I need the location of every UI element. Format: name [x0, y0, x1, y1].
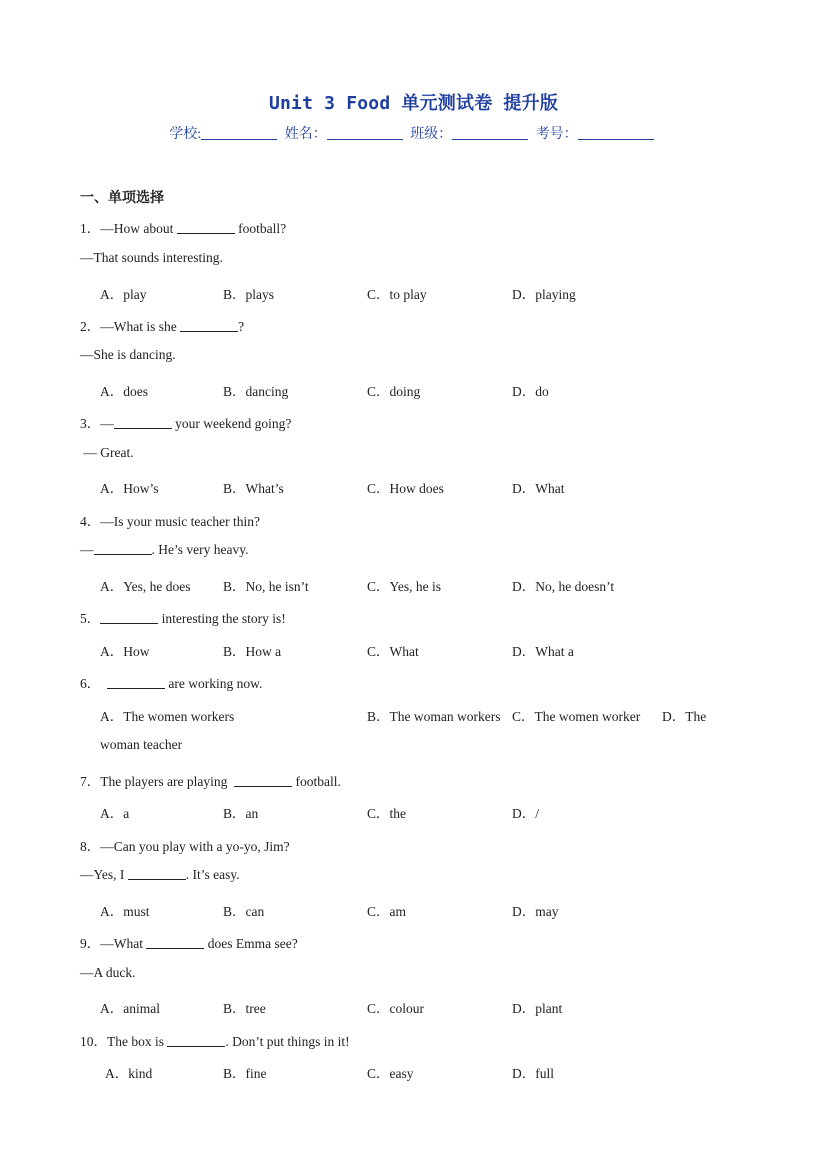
option-a[interactable]: A．play [100, 287, 147, 302]
question-2-stem [80, 315, 244, 335]
question-9-reply: —A duck. [80, 965, 136, 980]
answer-blank [146, 936, 204, 949]
option-b[interactable]: B．The woman workers [367, 709, 501, 724]
class-blank[interactable] [452, 125, 528, 140]
student-info-row [0, 123, 827, 143]
section-title: 一、单项选择 [80, 190, 164, 206]
question-1-stem [80, 217, 286, 237]
option-c[interactable]: C．Yes, he is [367, 579, 442, 594]
number-blank[interactable] [578, 125, 654, 140]
stem-text: does Emma see? [204, 936, 298, 951]
answer-blank [128, 867, 186, 880]
option-b[interactable]: B．an [223, 806, 259, 821]
question-1-reply: —That sounds interesting. [80, 250, 223, 265]
option-d[interactable]: D．full [512, 1066, 554, 1081]
school-blank[interactable] [201, 125, 277, 140]
stem-text: are working now. [165, 676, 263, 691]
name-blank[interactable] [327, 125, 403, 140]
stem-text: 6． [80, 676, 107, 691]
option-b[interactable]: B．What’s [223, 481, 284, 496]
stem-text: . Don’t put things in it! [225, 1034, 350, 1049]
option-a[interactable]: A．The women workers [100, 709, 235, 724]
question-2-reply: —She is dancing. [80, 347, 176, 362]
reply-text: —Yes, I [80, 867, 128, 882]
option-a[interactable]: A．must [100, 904, 150, 919]
answer-blank [177, 221, 235, 234]
option-b[interactable]: B．fine [223, 1066, 267, 1081]
option-c[interactable]: C．How does [367, 481, 444, 496]
option-a[interactable]: A．animal [100, 1001, 160, 1016]
option-d[interactable]: D．may [512, 904, 559, 919]
option-c[interactable]: C．am [367, 904, 406, 919]
option-d[interactable]: D．playing [512, 287, 576, 302]
stem-text: ? [238, 319, 245, 334]
answer-blank [114, 416, 172, 429]
question-4-stem: 4．—Is your music teacher thin? [80, 514, 260, 529]
reply-text: . It’s easy. [185, 867, 240, 882]
answer-blank [180, 319, 238, 332]
option-d[interactable]: D．/ [512, 806, 539, 821]
option-a[interactable]: A．kind [105, 1066, 153, 1081]
option-b[interactable]: B．tree [223, 1001, 266, 1016]
option-b[interactable]: B．plays [223, 287, 275, 302]
option-c[interactable]: C．to play [367, 287, 427, 302]
option-c[interactable]: C．The women worker [512, 709, 641, 724]
name-label: 姓名： [284, 127, 327, 142]
option-b[interactable]: B．can [223, 904, 265, 919]
option-a[interactable]: A．does [100, 384, 148, 399]
option-c[interactable]: C．easy [367, 1066, 414, 1081]
option-c[interactable]: C．colour [367, 1001, 424, 1016]
option-c[interactable]: C．What [367, 644, 419, 659]
reply-text: . He’s very heavy. [151, 542, 249, 557]
question-5-stem [80, 607, 286, 627]
option-a[interactable]: A．Yes, he does [100, 579, 191, 594]
reply-text: — [80, 542, 94, 557]
answer-blank [167, 1034, 225, 1047]
question-9-stem [80, 932, 298, 952]
page-title: Unit 3 Food 单元测试卷 提升版 [268, 93, 559, 114]
question-10-stem [80, 1030, 350, 1050]
stem-text: 1．—How about [80, 221, 177, 236]
stem-text: football? [234, 221, 287, 236]
question-4-reply [80, 542, 248, 558]
answer-blank [234, 774, 292, 787]
option-a[interactable]: A．How [100, 644, 150, 659]
answer-blank [94, 542, 152, 555]
option-d-wrap[interactable]: woman teacher [100, 737, 183, 752]
stem-text: 9．—What [80, 936, 147, 951]
option-a[interactable]: A．a [100, 806, 130, 821]
option-d[interactable]: D．The [662, 709, 707, 724]
question-8-stem: 8．—Can you play with a yo-yo, Jim? [80, 839, 290, 854]
answer-blank [107, 676, 165, 689]
stem-text: football. [292, 774, 341, 789]
option-c[interactable]: C．the [367, 806, 406, 821]
option-b[interactable]: B．dancing [223, 384, 289, 399]
question-8-reply [80, 867, 240, 883]
stem-text: 3．— [80, 416, 114, 431]
option-c[interactable]: C．doing [367, 384, 421, 399]
option-b[interactable]: B．How a [223, 644, 282, 659]
stem-text: interesting the story is! [158, 611, 286, 626]
question-3-stem [80, 412, 291, 432]
stem-text: 5． [80, 611, 101, 626]
option-d[interactable]: D．do [512, 384, 549, 399]
question-3-reply: — Great. [80, 445, 134, 460]
school-label: 学校: [169, 127, 202, 142]
stem-text: 10．The box is [80, 1034, 168, 1049]
option-d[interactable]: D．What [512, 481, 565, 496]
option-d[interactable]: D．plant [512, 1001, 563, 1016]
stem-text: 2．—What is she [80, 319, 181, 334]
option-a[interactable]: A．How’s [100, 481, 159, 496]
stem-text: 7．The players are playing [80, 774, 235, 789]
class-label: 班级： [410, 127, 453, 142]
answer-blank [100, 611, 158, 624]
stem-text: your weekend going? [171, 416, 292, 431]
option-b[interactable]: B．No, he isn’t [223, 579, 309, 594]
question-7-stem [80, 770, 341, 790]
number-label: 考号： [535, 127, 578, 142]
question-6-stem [80, 672, 262, 692]
option-d[interactable]: D．What a [512, 644, 574, 659]
option-d[interactable]: D．No, he doesn’t [512, 579, 615, 594]
